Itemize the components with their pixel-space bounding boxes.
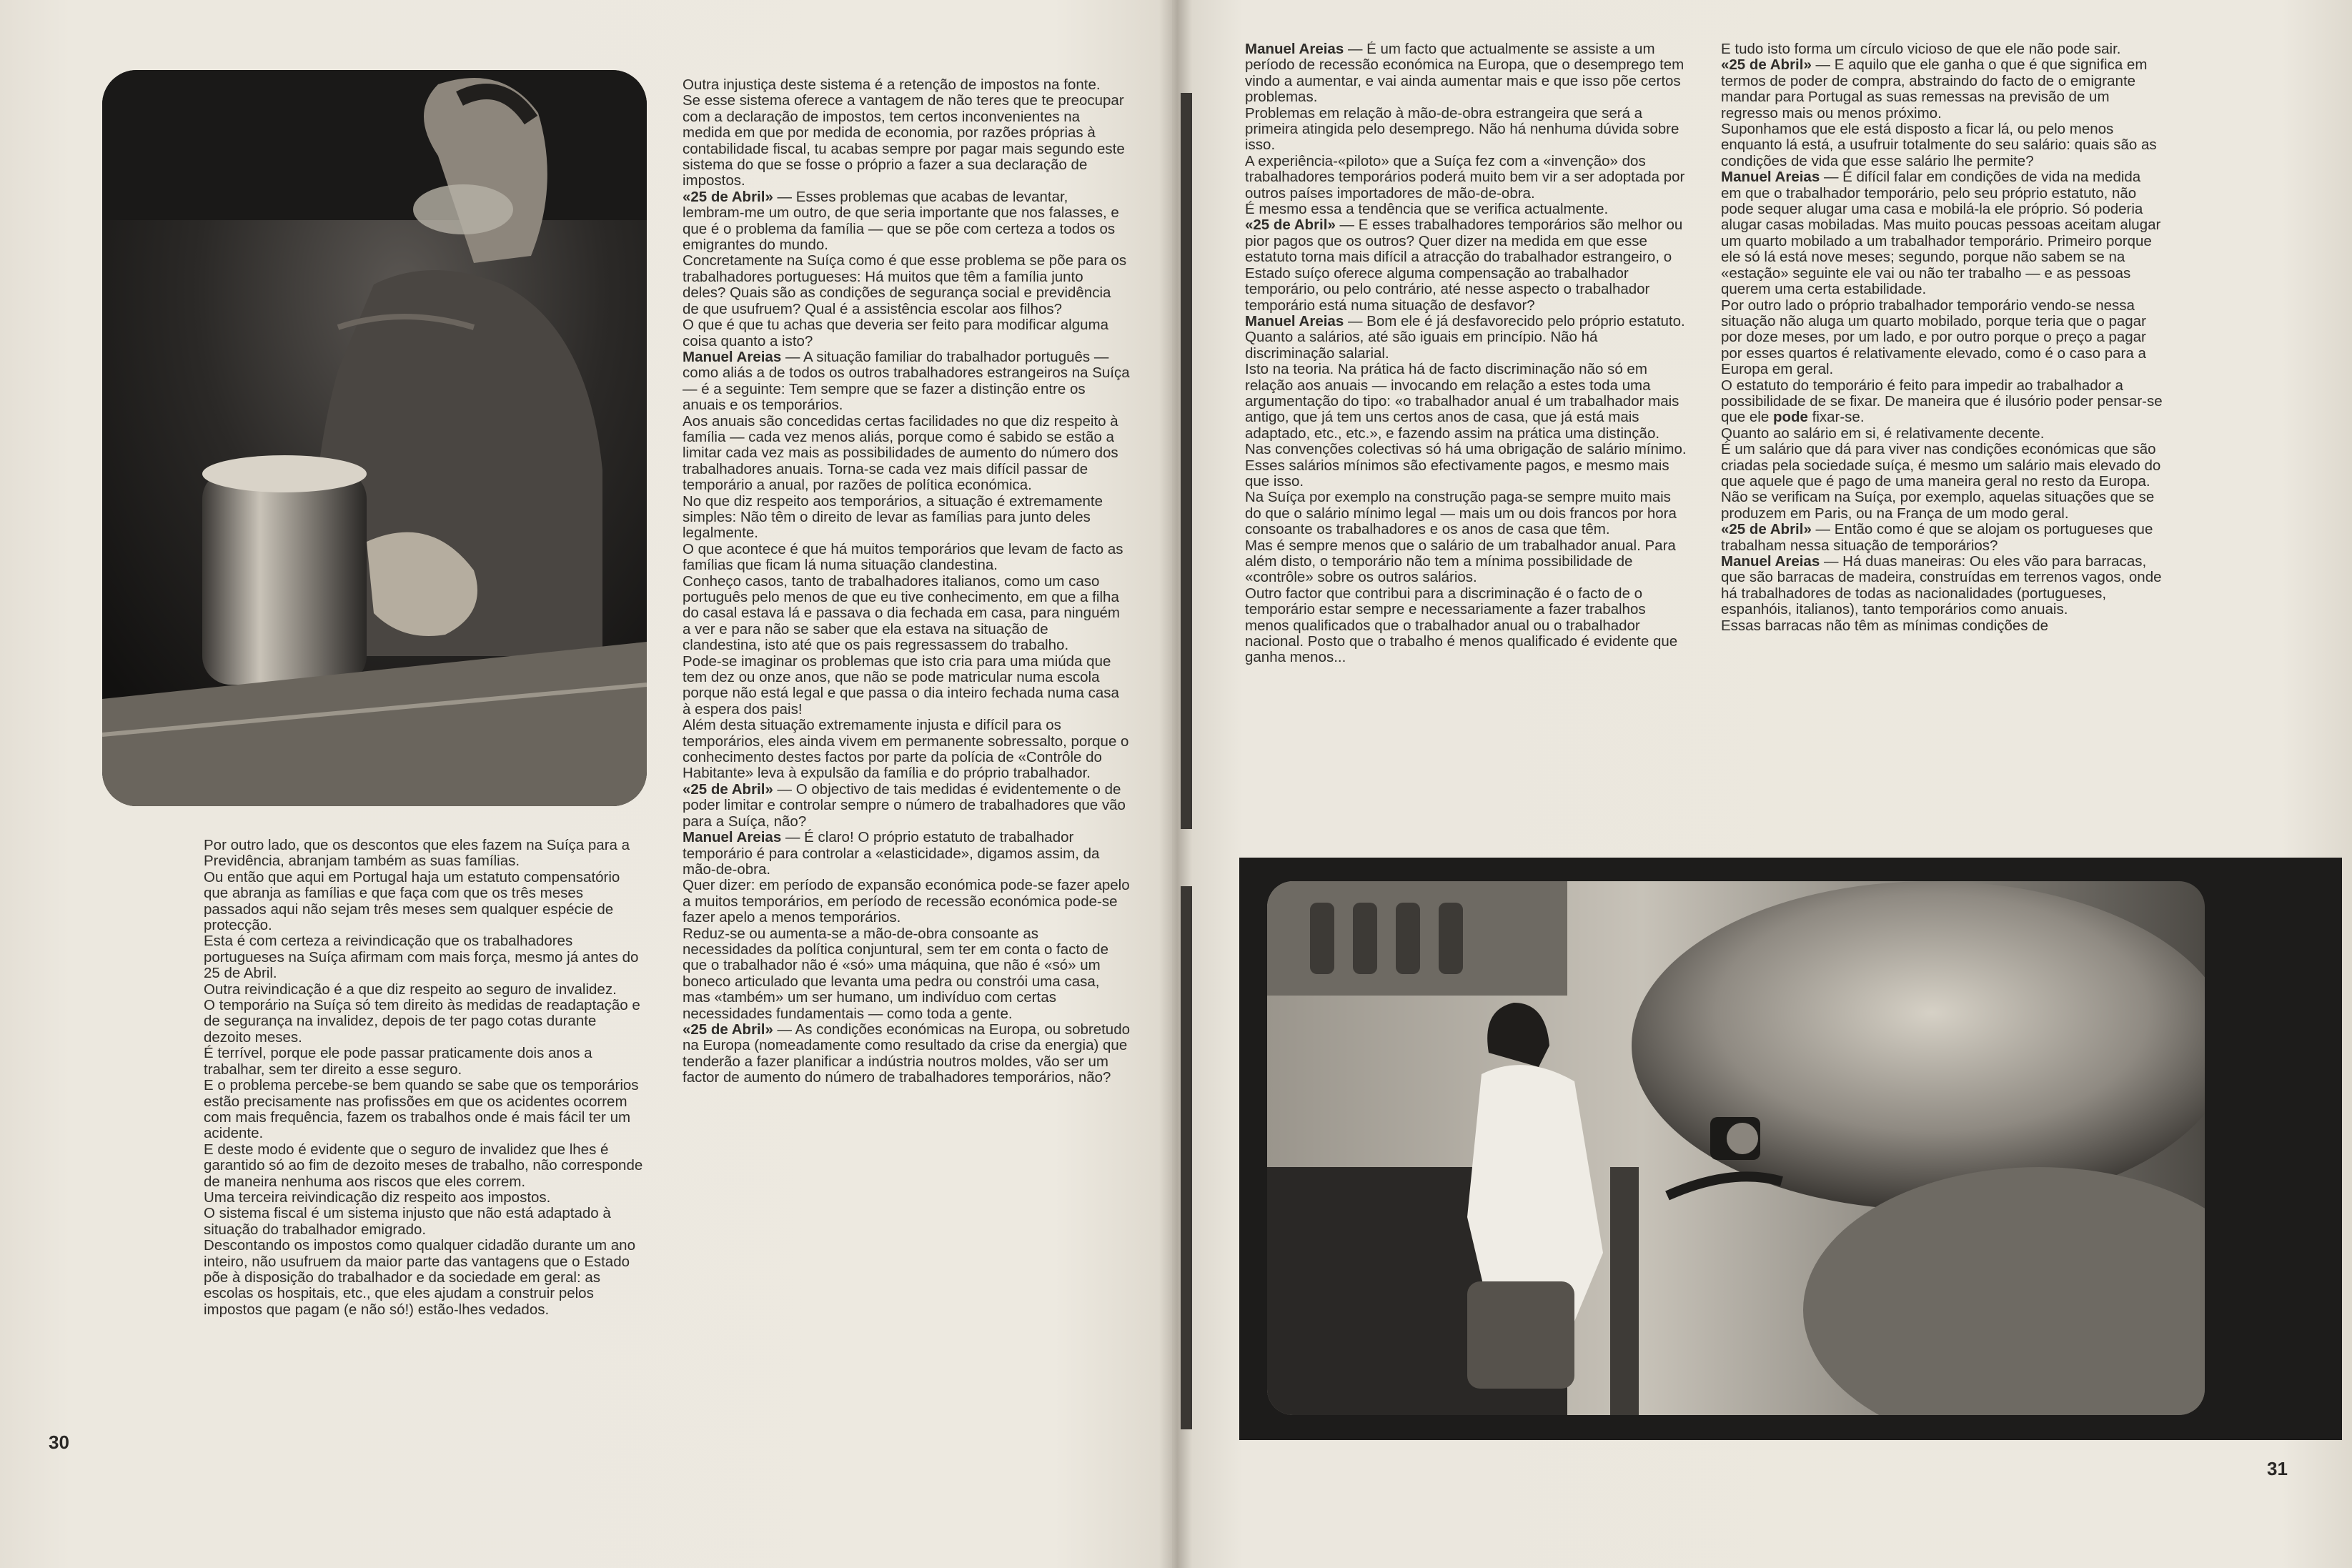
paragraph-text: — A situação familiar do trabalhador português — como aliás a de todos os outros trabalhadores estrangeiros na Suíça — é a seguinte: Tem sempre que se fazer a distinção entre os anuais e os temporários. [683, 348, 1130, 414]
paragraph [1721, 57, 2164, 121]
paragraph-text: Outro factor que contribui para a discriminação é o facto de o temporário estar sempre e necessariamente a fazer trabalhos menos qualificados que o trabalhador anual ou o trabalhador nacional. Posto que o trabalho é menos qualificado é evidente que ganha menos... [1245, 585, 1678, 666]
paragraph-text: E tudo isto forma um círculo vicioso de que ele não pode sair. [1721, 41, 2121, 57]
col1-paragraph: O temporário na Suíça só tem direito às medidas de readaptação e de segurança na invalidez, depois de ter pago cotas durante dezoito meses. [204, 997, 640, 1046]
paragraph-text: Outra injustiça deste sistema é a retenção de impostos na fonte. [683, 77, 1101, 93]
col1-paragraph: Esta é com certeza a reivindicação que os trabalhadores portugueses na Suíça afirmam com mais força, mesmo já antes do 25 de Abril. [204, 933, 639, 982]
col1-paragraph: O sistema fiscal é um sistema injusto que não está adaptado à situação do trabalhador emigrado. [204, 1205, 611, 1238]
paragraph-text: — Há duas maneiras: Ou eles vão para barracas, que são barracas de madeira, construídas em terrenos vagos, onde há trabalhadores de todas as nacionalidades (portugueses, espanhóis, italianos), tanto temporários como anuais. [1721, 553, 2162, 618]
col1-paragraph: E deste modo é evidente que o seguro de invalidez que lhes é garantido só ao fim de dezoito meses de trabalho, não corresponde de maneira nenhuma aos riscos que eles correm. [204, 1141, 643, 1190]
paragraph [683, 830, 1130, 878]
speaker-label: Manuel Areias [1245, 312, 1344, 329]
paragraph-text: Por outro lado o próprio trabalhador temporário vendo-se nessa situação não aluga um quarto mobilado, porque teria que o pagar por doze meses, por um lado, e por outro porque o preço a pagar por esses quartos é relativamente elevado, como é o caso para a Europa em geral. [1721, 297, 2146, 378]
photo-welder [102, 70, 647, 806]
paragraph [1245, 154, 1688, 202]
paragraph-text: — As condições económicas na Europa, ou sobretudo na Europa (nomeadamente como resultado da crise da energia) que tenderão a fazer planificar a indústria noutros moldes, vão ser um factor de aumento do número de trabalhadores temporários, não? [683, 1021, 1130, 1086]
col1-paragraph: Por outro lado, que os descontos que eles fazem na Suíça para a Previdência, abranjam também as suas famílias. [204, 838, 630, 870]
speaker-label: «25 de Abril» [1721, 521, 1812, 538]
paragraph-text: Além desta situação extremamente injusta e difícil para os temporários, eles ainda vivem em permanente sobressalto, porque o conhecimento destes factos por parte da polícia de «Contrôle do Habitante» leva à expulsão da família e do próprio trabalhador. [683, 717, 1129, 782]
speaker-label: pode [1772, 409, 1808, 426]
paragraph [1721, 618, 2164, 634]
column-1-text [204, 838, 647, 1431]
paragraph [1721, 426, 2164, 442]
paragraph-text: — Bom ele é já desfavorecido pelo próprio estatuto. Quanto a salários, até são iguais em princípio. Não há discriminação salarial. [1245, 312, 1685, 362]
paragraph [683, 77, 1130, 93]
photo-man-welding-cylinder-icon [102, 70, 647, 806]
speaker-label: «25 de Abril» [1245, 217, 1336, 234]
paragraph [683, 574, 1130, 654]
paragraph-text: O estatuto do temporário é feito para impedir ao trabalhador a possibilidade de se fixar. De maneira que é ilusório poder pensar-se que ele [1721, 377, 2163, 426]
paragraph-text: Problemas em relação à mão-de-obra estrangeira que será a primeira atingida pelo desemprego. Não há nenhuma dúvida sobre isso. [1245, 104, 1679, 154]
speaker-label: Manuel Areias [1721, 553, 1820, 570]
paragraph-text: — O objectivo de tais medidas é evidentemente o de poder limitar e controlar sempre o número de trabalhadores que vão para a Suíça, não? [683, 780, 1126, 830]
column-3-text [1245, 41, 1688, 845]
paragraph [683, 317, 1130, 349]
paragraph-text: Quer dizer: em período de expansão económica pode-se fazer apelo a muitos temporários, em período de recessão económica pode-se fazer apelo a menos temporários. [683, 877, 1130, 926]
speaker-label: Manuel Areias [683, 829, 782, 846]
paragraph-text: Mas é sempre menos que o salário de um trabalhador anual. Para além disto, o temporário não tem a mínima possibilidade de «contrôle» sobre os outros salários. [1245, 537, 1676, 586]
paragraph [683, 1022, 1130, 1086]
edge-strip-top [1181, 93, 1192, 829]
column-4-text [1721, 41, 2164, 845]
paragraph [683, 542, 1130, 574]
paragraph [1245, 362, 1688, 442]
paragraph [683, 926, 1130, 1022]
paragraph [683, 414, 1130, 494]
column-2-text [683, 77, 1130, 1435]
photo-worker-in-white-coat-lab-tanks-icon [1267, 881, 2205, 1415]
paragraph [683, 349, 1130, 414]
paragraph-text: Nas convenções colectivas só há uma obrigação de salário mínimo. Esses salários mínimos são efectivamente pagos, e mesmo mais que isso. [1245, 441, 1687, 490]
paragraph [1245, 106, 1688, 154]
paragraph-text: A experiência-«piloto» que a Suíça fez com a «invenção» dos trabalhadores temporários poderá muito bem vir a ser adoptada por outros países importadores de mão-de-obra. [1245, 152, 1685, 202]
paragraph [1245, 442, 1688, 490]
speaker-label: «25 de Abril» [1721, 56, 1812, 74]
edge-strip-bottom [1181, 886, 1192, 1429]
paragraph [683, 878, 1130, 926]
paragraph [1721, 490, 2164, 522]
paragraph-text: É mesmo essa a tendência que se verifica actualmente. [1245, 201, 1609, 218]
paragraph-text: — E aquilo que ele ganha o que é que significa em termos de poder de compra, abstraindo do facto de o emigrante mandar para Portugal as suas remessas na previsão de um regresso mais ou menos próximo. [1721, 56, 2148, 121]
paragraph-text: — E esses trabalhadores temporários são melhor ou pior pagos que os outros? Quer dizer na medida em que esse estatuto torna mais difícil a atracção do trabalhador estrangeiro, o Estado suíço oferece alguma compensação ao trabalhador temporário, ou pelo contrário, até nesse aspecto o trabalhador temporário está numa situação de desfavor? [1245, 217, 1683, 314]
paragraph-text: — Então como é que se alojam os portugueses que trabalham nessa situação de temporários? [1721, 521, 2153, 554]
paragraph-text: O que é que tu achas que deveria ser feito para modificar alguma coisa quanto a isto? [683, 317, 1108, 349]
col1-paragraph: Ou então que aqui em Portugal haja um estatuto compensatório que abranja as famílias e que faça com que os três meses passados aqui não sejam três meses sem qualquer espécie de protecção. [204, 868, 620, 934]
paragraph-text: Quanto ao salário em si, é relativamente decente. [1721, 425, 2045, 442]
paragraph [1721, 522, 2164, 554]
speaker-label: Manuel Areias [683, 348, 782, 365]
paragraph [1245, 217, 1688, 313]
paragraph-text: Suponhamos que ele está disposto a ficar lá, ou pelo menos enquanto lá está, a usufruir totalmente do seu salário: quais são as condições de vida que esse salário lhe permite? [1721, 121, 2157, 169]
paragraph-text: Pode-se imaginar os problemas que isto cria para uma miúda que tem dez ou onze anos, que não se pode matricular numa escola porque não está legal e que passa o dia inteiro fechada numa casa à espera dos pais! [683, 652, 1119, 718]
paragraph-text: Isto na teoria. Na prática há de facto discriminação não só em relação aos anuais — invocando em relação a estes toda uma argumentação do tipo: «o trabalhador anual é um trabalhador mais antigo, que já tem uns certos anos de casa, que já está mais adaptado, etc., etc.», e fazendo assim na prática uma distinção. [1245, 361, 1679, 442]
speaker-label: «25 de Abril» [683, 1021, 773, 1038]
paragraph-text: Reduz-se ou aumenta-se a mão-de-obra consoante as necessidades da política conjuntural, sem ter em conta o facto de que o trabalhador não é «só» uma máquina, que não é «só» um boneco articulado que levanta uma pedra ou constrói uma casa, mas «também» um ser humano, um indivíduo com certas necessidades fundamentais — como toda a gente. [683, 925, 1108, 1022]
speaker-label: Manuel Areias [1245, 41, 1344, 57]
paragraph [1245, 41, 1688, 106]
paragraph [1721, 378, 2164, 426]
paragraph [683, 189, 1130, 254]
paragraph-text: fixar-se. [1807, 409, 1865, 426]
paragraph [683, 494, 1130, 542]
paragraph [1721, 169, 2164, 297]
paragraph-text: — É difícil falar em condições de vida na medida em que o trabalhador temporário, pelo seu próprio estatuto, não pode sequer alugar uma casa e mobilá-la ele próprio. Só poderia alugar casas mobiladas. Mas muito poucas pessoas aceitam alugar um quarto mobilado a um trabalhador temporário. Primeiro porque ele só lá está nove meses; segundo, porque não sabem se na «estação» seguinte ele vai ou não ter trabalho — e as pessoas querem uma certa estabilidade. [1721, 169, 2161, 298]
paragraph [1721, 121, 2164, 169]
paragraph-text: Essas barracas não têm as mínimas condições de [1721, 617, 2049, 634]
paragraph-text: Não se verificam na Suíça, por exemplo, aquelas situações que se produzem em Paris, ou na França de um modo geral. [1721, 489, 2155, 522]
page-number-left: 30 [49, 1431, 69, 1453]
paragraph [683, 253, 1130, 317]
paragraph [683, 93, 1130, 189]
paragraph [1721, 442, 2164, 490]
paragraph [683, 718, 1130, 782]
paragraph [683, 654, 1130, 718]
paragraph-text: Concretamente na Suíça como é que esse problema se põe para os trabalhadores portugueses: Há muitos que têm a família junto deles? Quais são as condições de segurança social e previdência de que usufruem? Qual é a assistência escolar aos filhos? [683, 252, 1127, 317]
speaker-label: «25 de Abril» [683, 780, 773, 798]
paragraph-text: Na Suíça por exemplo na construção paga-se sempre muito mais do que o salário mínimo legal — mais um ou dois francos por hora consoante os trabalhadores e os anos de casa que têm. [1245, 489, 1677, 538]
col1-paragraph: Uma terceira reivindicação diz respeito aos impostos. [204, 1189, 551, 1206]
page-number-right: 31 [2267, 1458, 2288, 1479]
paragraph-text: Se esse sistema oferece a vantagem de não teres que te preocupar com a declaração de impostos, tem certos inconvenientes na medida em que por medida de economia, por razões próprias à contabilidade fiscal, tu acabas sempre por pagar mais segundo este sistema do que se fosse o próprio a fazer a sua declaração de impostos. [683, 92, 1125, 189]
col1-paragraph: Outra reivindicação é a que diz respeito ao seguro de invalidez. [204, 981, 617, 998]
paragraph-text: Conheço casos, tanto de trabalhadores italianos, como um caso português pelo menos de que eu tive conhecimento, em que a filha do casal estava lá e passava o dia fechada em casa, para ninguém a ver e para não se saber que ela estava na situação de clandestina, isto até que os pais regressassem do trabalho. [683, 572, 1120, 654]
paragraph-text: No que diz respeito aos temporários, a situação é extremamente simples: Não têm o direito de levar as famílias para junto deles legalmente. [683, 492, 1103, 542]
speaker-label: «25 de Abril» [683, 188, 773, 205]
speaker-label: Manuel Areias [1721, 169, 1820, 186]
col1-paragraph: Descontando os impostos como qualquer cidadão durante um ano inteiro, não usufruem da maior parte das vantagens que o Estado põe à disposição do trabalhador e da sociedade em geral: as escolas os hospitais, etc., que eles ajudam a construir pelos impostos que pagam (e não só!) estão-lhes vedados. [204, 1237, 635, 1318]
col1-paragraph: É terrível, porque ele pode passar praticamente dois anos a trabalhar, sem ter direito a esse seguro. [204, 1045, 592, 1078]
paragraph-text: — É um facto que actualmente se assiste a um período de recessão económica na Europa, que o desemprego tem vindo a aumentar, e vai ainda aumentar mais e que isso põe certos problemas. [1245, 41, 1684, 106]
paragraph-text: — É claro! O próprio estatuto de trabalhador temporário é para controlar a «elasticidade», digamos assim, da mão-de-obra. [683, 829, 1100, 878]
photo-laboratory [1267, 881, 2205, 1415]
paragraph [1245, 538, 1688, 586]
paragraph [1721, 41, 2164, 57]
paragraph-text: O que acontece é que há muitos temporários que levam de facto as famílias que ficam lá numa situação clandestina. [683, 540, 1123, 574]
paragraph [1245, 202, 1688, 217]
paragraph [1721, 298, 2164, 378]
col1-paragraph: E o problema percebe-se bem quando se sabe que os temporários estão precisamente nas profissões em que os acidentes ocorrem com mais frequência, fazem os trabalhos onde é mais fácil ter um acidente. [204, 1077, 639, 1142]
paragraph [1245, 490, 1688, 537]
paragraph [683, 782, 1130, 830]
paragraph [1721, 554, 2164, 618]
paragraph-text: — Esses problemas que acabas de levantar, lembram-me um outro, de que seria importante que nos falasses, e que é o problema da família — que se põe com certeza a todos os emigrantes do mundo. [683, 188, 1119, 254]
paragraph-text: É um salário que dá para viver nas condições económicas que são criadas pela sociedade suíça, é mesmo um salário mais elevado do que aquele que é pago de uma maneira geral no resto da Europa. [1721, 441, 2161, 490]
paragraph [1245, 314, 1688, 362]
paragraph [1245, 586, 1688, 666]
paragraph-text: Aos anuais são concedidas certas facilidades no que diz respeito à família — cada vez menos aliás, porque como é sabido se estão a limitar cada vez mais as possibilidades de aumento do número dos trabalhadores anuais. Torna-se cada vez mais difícil passar de temporário a anual, por razões de política económica. [683, 412, 1118, 494]
